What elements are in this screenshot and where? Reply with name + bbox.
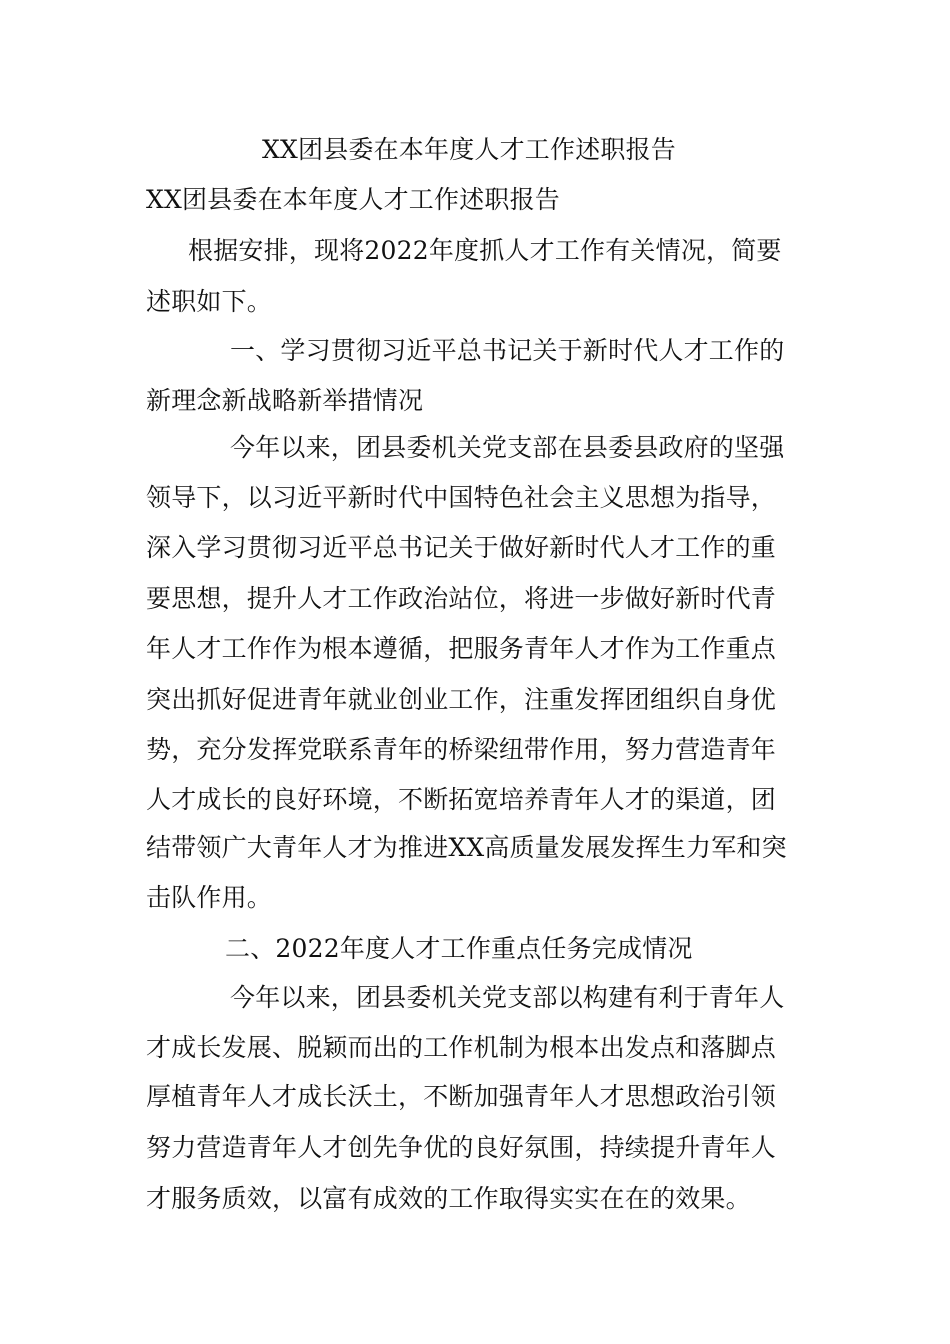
section1-body-line: 突出抓好促进青年就业创业工作，注重发挥团组织自身优 [146,685,777,714]
intro-line: 根据安排，现将2022年度抓人才工作有关情况，简要 [188,236,782,265]
section2-body-line: 今年以来，团县委机关党支部以构建有利于青年人 [230,983,785,1012]
document-title: XX团县委在本年度人才工作述职报告 [262,135,676,164]
section2-body-line: 才服务质效，以富有成效的工作取得实实在在的效果。 [146,1184,751,1213]
section1-heading-line: 一、学习贯彻习近平总书记关于新时代人才工作的 [230,336,785,365]
document-subtitle: XX团县委在本年度人才工作述职报告 [146,185,560,214]
section2-heading: 二、2022年度人才工作重点任务完成情况 [225,934,693,963]
section1-body-line: 要思想，提升人才工作政治站位，将进一步做好新时代青 [146,584,777,613]
section2-body-line: 厚植青年人才成长沃土，不断加强青年人才思想政治引领 [146,1082,777,1111]
section2-body-line: 努力营造青年人才创先争优的良好氛围，持续提升青年人 [146,1133,777,1162]
section1-body-line: 今年以来，团县委机关党支部在县委县政府的坚强 [230,433,785,462]
section1-body-line: 人才成长的良好环境，不断拓宽培养青年人才的渠道，团 [146,785,777,814]
section1-body-line: 年人才工作作为根本遵循，把服务青年人才作为工作重点 [146,634,777,663]
section2-body-line: 才成长发展、脱颖而出的工作机制为根本出发点和落脚点 [146,1033,777,1062]
section1-body-line: 深入学习贯彻习近平总书记关于做好新时代人才工作的重 [146,533,777,562]
section1-body-line: 领导下，以习近平新时代中国特色社会主义思想为指导， [146,483,777,512]
section1-body-line: 击队作用。 [146,883,273,912]
section1-body-line: 结带领广大青年人才为推进XX高质量发展发挥生力军和突 [146,833,787,862]
intro-line: 述职如下。 [146,287,273,316]
section1-body-line: 势，充分发挥党联系青年的桥梁纽带作用，努力营造青年 [146,735,777,764]
section1-heading-line: 新理念新战略新举措情况 [146,386,424,415]
